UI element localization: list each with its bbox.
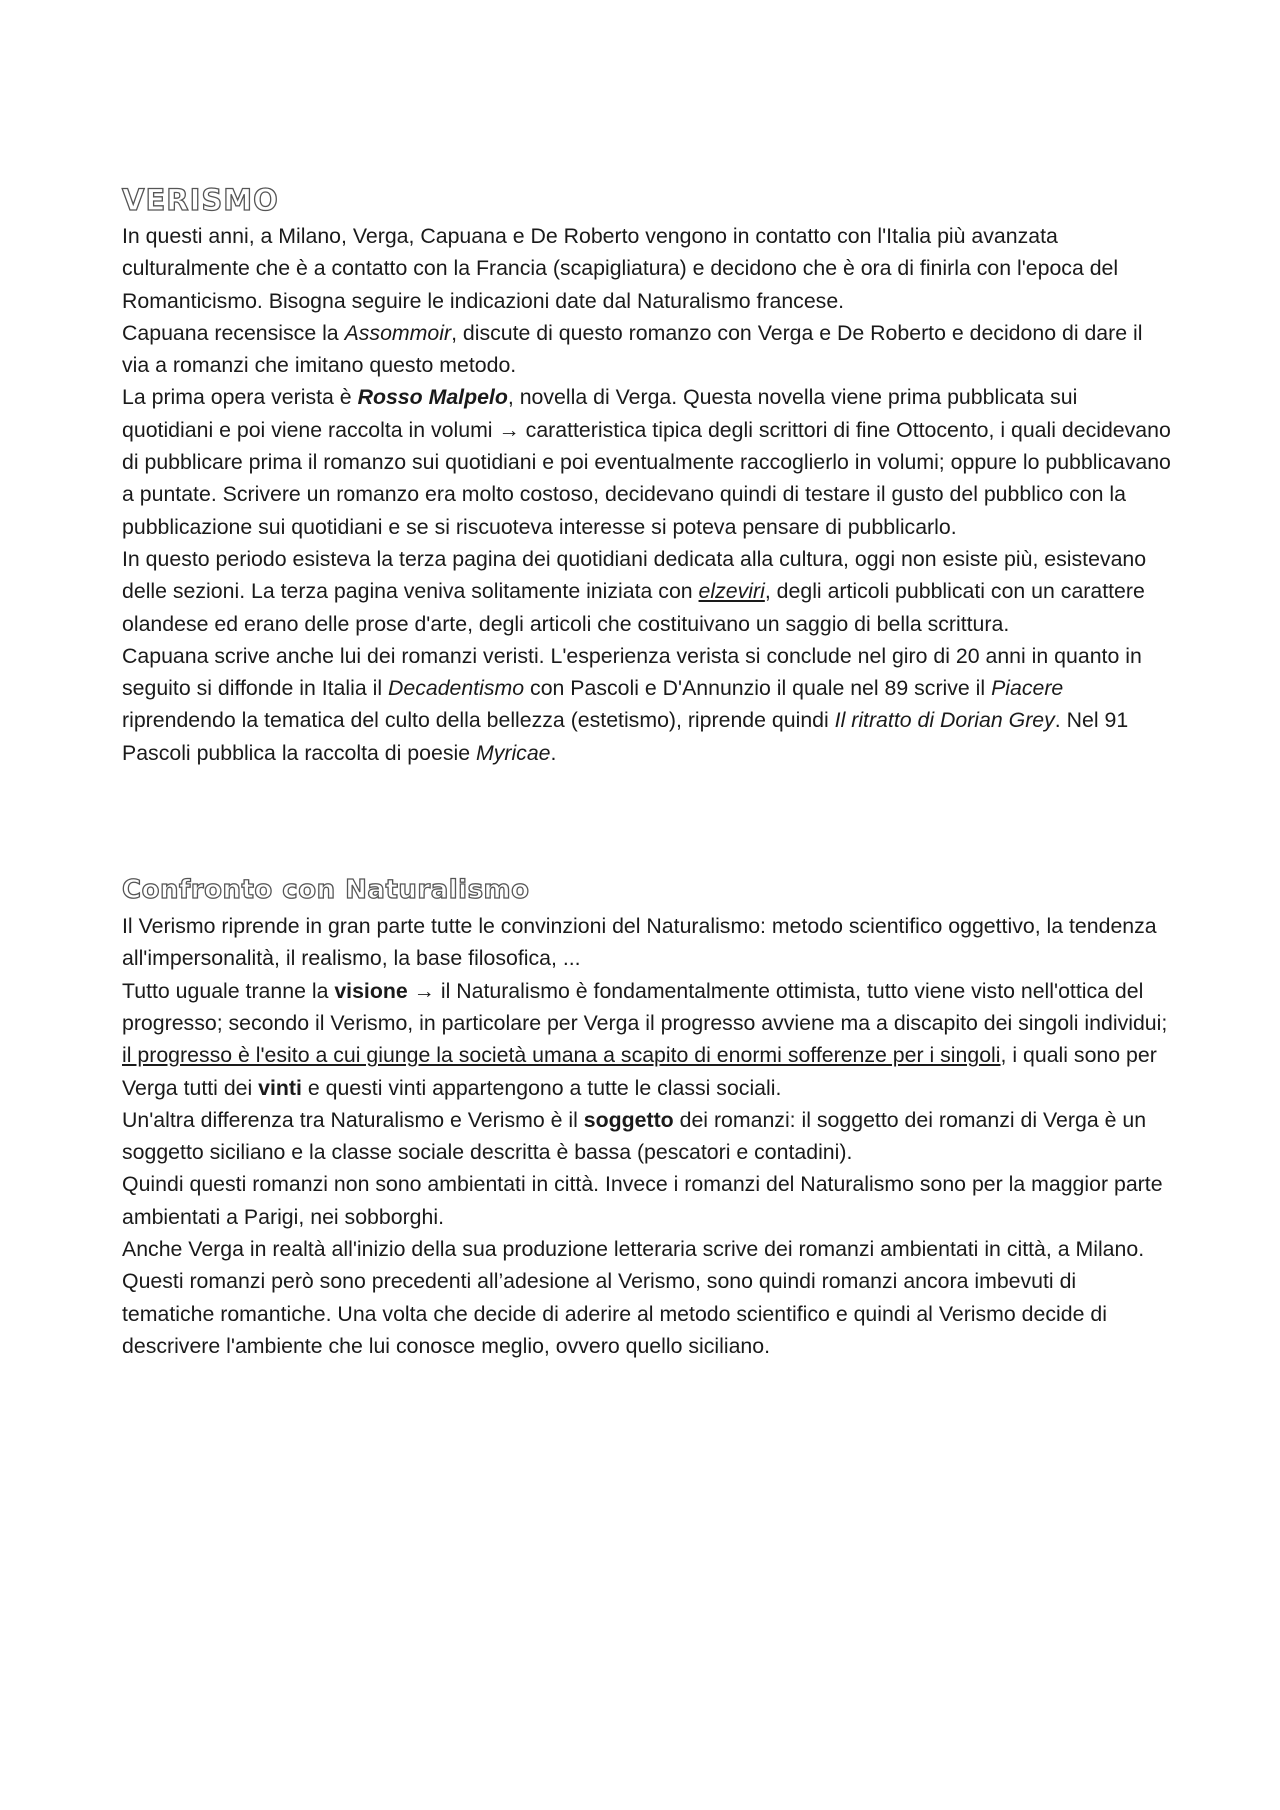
emphasized-text: Myricae: [475, 740, 551, 765]
section-title-verismo: VERISMO: [122, 183, 279, 217]
emphasized-text: Il ritratto di Dorian Grey: [834, 708, 1055, 733]
text-run: . Nel 91 Pascoli pubblica la raccolta di poesie: [122, 708, 1129, 765]
text-run: → il Naturalismo è fondamentalmente ottimista, tutto viene visto nell'ottica del progresso; secondo il Verismo, in particolare per Verga il progresso avviene ma a discapito dei singoli individui;: [122, 978, 1168, 1035]
emphasized-text: Assommoir: [344, 320, 452, 345]
text-run: La prima opera verista è: [122, 385, 358, 410]
paragraph: [122, 317, 1172, 382]
text-run: e questi vinti appartengono a tutte le classi sociali.: [301, 1075, 782, 1100]
paragraph: [122, 381, 1172, 542]
paragraph: [122, 910, 1172, 975]
text-run: Il Verismo riprende in gran parte tutte le convinzioni del Naturalismo: metodo scientifico oggettivo, la tendenza all'impersonalità, il realismo, la base filosofica, ...: [122, 914, 1157, 971]
document-page: [122, 180, 1172, 1362]
text-run: , i quali sono per Verga tutti dei: [122, 1043, 1157, 1100]
text-run: Quindi questi romanzi non sono ambientati in città. Invece i romanzi del Naturalismo sono per la maggior parte ambientati a Parigi, nei sobborghi.: [122, 1172, 1163, 1229]
text-run: .: [550, 740, 557, 765]
paragraph: [122, 975, 1172, 1104]
emphasized-text: visione: [334, 978, 408, 1003]
text-run: , novella di Verga. Questa novella viene prima pubblicata sui quotidiani e poi viene raccolta in volumi → caratteristica tipica degli scrittori di fine Ottocento, i quali decidevano di pubblicare prima il romanzo sui quotidiani e poi eventualmente raccoglierlo in volumi; oppure lo pubblicavano a puntate. Scrivere un romanzo era molto costoso, decidevano quindi di testare il gusto del pubblico con la pubblicazione sui quotidiani e se si riscuoteva interesse si poteva pensare di pubblicarlo.: [122, 385, 1171, 539]
section-title-confronto: Confronto con Naturalismo: [122, 875, 530, 906]
section-body-confronto: [122, 910, 1172, 1362]
emphasized-text: il progresso è l'esito a cui giunge la società umana a scapito di enormi sofferenze per i singoli: [122, 1043, 1001, 1068]
text-run: Anche Verga in realtà all'inizio della sua produzione letteraria scrive dei romanzi ambientati in città, a Milano. Questi romanzi però sono precedenti all’adesione al Verismo, sono quindi romanzi ancora imbevuti di tematiche romantiche. Una volta che decide di aderire al metodo scientifico e quindi al Verismo decide di descrivere l'ambiente che lui conosce meglio, ovvero quello siciliano.: [122, 1237, 1145, 1358]
paragraph: [122, 1104, 1172, 1169]
text-run: In questi anni, a Milano, Verga, Capuana e De Roberto vengono in contatto con l'Italia più avanzata culturalmente che è a contatto con la Francia (scapigliatura) e decidono che è ora di finirla con l'epoca del Romanticismo. Bisogna seguire le indicazioni date dal Naturalismo francese.: [122, 224, 1119, 313]
section-body-verismo: [122, 220, 1172, 769]
text-run: riprendendo la tematica del culto della bellezza (estetismo), riprende quindi: [122, 708, 835, 733]
paragraph: [122, 543, 1172, 640]
text-run: Capuana recensisce la: [122, 320, 345, 345]
text-run: Un'altra differenza tra Naturalismo e Verismo è il: [122, 1107, 584, 1132]
emphasized-text: soggetto: [583, 1107, 674, 1132]
emphasized-text: Rosso Malpelo: [357, 385, 508, 410]
text-run: con Pascoli e D'Annunzio il quale nel 89 scrive il: [524, 676, 992, 701]
text-run: In questo periodo esisteva la terza pagina dei quotidiani dedicata alla cultura, oggi non esiste più, esistevano delle sezioni. La terza pagina veniva solitamente iniziata con: [122, 546, 1147, 604]
text-run: Capuana scrive anche lui dei romanzi veristi. L'esperienza verista si conclude nel giro di 20 anni in quanto in seguito si diffonde in Italia il: [122, 643, 1142, 701]
text-run: dei romanzi: il soggetto dei romanzi di Verga è un soggetto siciliano e la classe sociale descritta è bassa (pescatori e contadini).: [122, 1107, 1147, 1165]
paragraph: [122, 1168, 1172, 1233]
emphasized-text: Decadentismo: [387, 676, 525, 701]
paragraph: [122, 220, 1172, 317]
emphasized-text: elzeviri: [698, 579, 765, 604]
text-run: Tutto uguale tranne la: [122, 978, 335, 1003]
text-run: , degli articoli pubblicati con un carattere olandese ed erano delle prose d'arte, degli articoli che costituivano un saggio di bella scrittura.: [122, 579, 1145, 636]
paragraph: [122, 1233, 1172, 1362]
text-run: , discute di questo romanzo con Verga e De Roberto e decidono di dare il via a romanzi che imitano questo metodo.: [122, 320, 1143, 378]
emphasized-text: Piacere: [991, 676, 1064, 701]
emphasized-text: vinti: [258, 1075, 302, 1100]
paragraph: [122, 640, 1172, 769]
